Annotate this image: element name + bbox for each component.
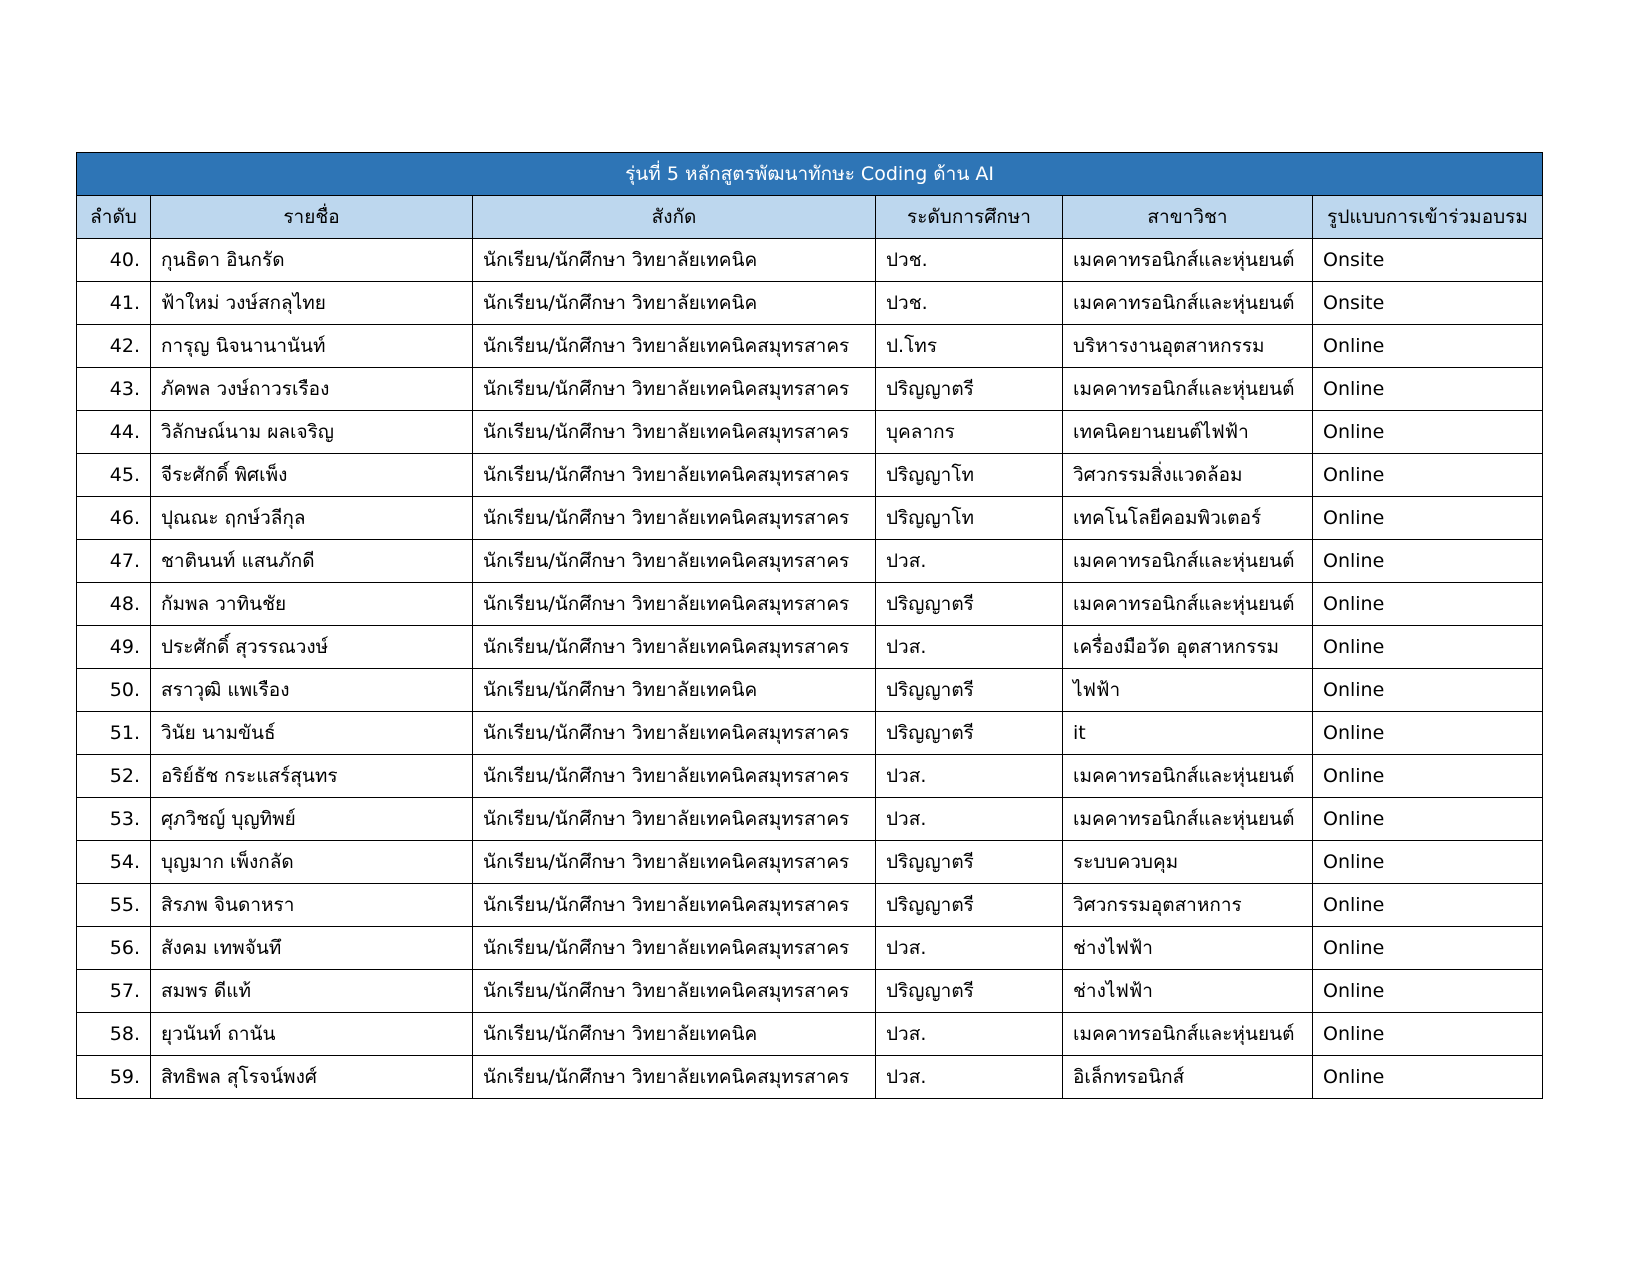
row-number: 52. bbox=[77, 755, 151, 798]
participant-name: จีระศักดิ์ พิศเพ็ง bbox=[151, 454, 473, 497]
affiliation: นักเรียน/นักศึกษา วิทยาลัยเทคนิคสมุทรสาคร bbox=[473, 970, 876, 1013]
major: เมคคาทรอนิกส์และหุ่นยนต์ bbox=[1063, 282, 1313, 325]
affiliation: นักเรียน/นักศึกษา วิทยาลัยเทคนิคสมุทรสาคร bbox=[473, 755, 876, 798]
header-number: ลำดับ bbox=[77, 196, 151, 239]
education-level: ปวส. bbox=[876, 1056, 1063, 1099]
major: อิเล็กทรอนิกส์ bbox=[1063, 1056, 1313, 1099]
education-level: ปริญญาตรี bbox=[876, 669, 1063, 712]
affiliation: นักเรียน/นักศึกษา วิทยาลัยเทคนิคสมุทรสาคร bbox=[473, 884, 876, 927]
participant-name: สังคม เทพจันทึ bbox=[151, 927, 473, 970]
participant-name: ฟ้าใหม่ วงษ์สกลุไทย bbox=[151, 282, 473, 325]
education-level: ปวส. bbox=[876, 755, 1063, 798]
row-number: 56. bbox=[77, 927, 151, 970]
table-row bbox=[77, 239, 1543, 282]
education-level: บุคลากร bbox=[876, 411, 1063, 454]
affiliation: นักเรียน/นักศึกษา วิทยาลัยเทคนิคสมุทรสาคร bbox=[473, 583, 876, 626]
major: เมคคาทรอนิกส์และหุ่นยนต์ bbox=[1063, 798, 1313, 841]
participation-mode: Online bbox=[1313, 712, 1543, 755]
participation-mode: Online bbox=[1313, 884, 1543, 927]
row-number: 46. bbox=[77, 497, 151, 540]
education-level: ปวส. bbox=[876, 540, 1063, 583]
education-level: ป.โทร bbox=[876, 325, 1063, 368]
major: เมคคาทรอนิกส์และหุ่นยนต์ bbox=[1063, 540, 1313, 583]
table-row bbox=[77, 411, 1543, 454]
table-row bbox=[77, 841, 1543, 884]
affiliation: นักเรียน/นักศึกษา วิทยาลัยเทคนิคสมุทรสาคร bbox=[473, 325, 876, 368]
participation-mode: Online bbox=[1313, 755, 1543, 798]
row-number: 43. bbox=[77, 368, 151, 411]
major: วิศวกรรมสิ่งแวดล้อม bbox=[1063, 454, 1313, 497]
participation-mode: Online bbox=[1313, 927, 1543, 970]
participation-mode: Online bbox=[1313, 368, 1543, 411]
participant-name: วิลักษณ์นาม ผลเจริญ bbox=[151, 411, 473, 454]
participant-name: สิทธิพล สุโรจน์พงศ์ bbox=[151, 1056, 473, 1099]
affiliation: นักเรียน/นักศึกษา วิทยาลัยเทคนิค bbox=[473, 282, 876, 325]
participation-mode: Online bbox=[1313, 669, 1543, 712]
row-number: 53. bbox=[77, 798, 151, 841]
participant-name: สมพร ดีแท้ bbox=[151, 970, 473, 1013]
affiliation: นักเรียน/นักศึกษา วิทยาลัยเทคนิคสมุทรสาคร bbox=[473, 368, 876, 411]
affiliation: นักเรียน/นักศึกษา วิทยาลัยเทคนิคสมุทรสาคร bbox=[473, 927, 876, 970]
row-number: 48. bbox=[77, 583, 151, 626]
major: วิศวกรรมอุตสาหการ bbox=[1063, 884, 1313, 927]
row-number: 45. bbox=[77, 454, 151, 497]
major: เทคนิคยานยนต์ไฟฟ้า bbox=[1063, 411, 1313, 454]
header-major: สาขาวิชา bbox=[1063, 196, 1313, 239]
education-level: ปริญญาตรี bbox=[876, 970, 1063, 1013]
table-row bbox=[77, 497, 1543, 540]
education-level: ปริญญาตรี bbox=[876, 712, 1063, 755]
affiliation: นักเรียน/นักศึกษา วิทยาลัยเทคนิคสมุทรสาคร bbox=[473, 411, 876, 454]
participation-mode: Online bbox=[1313, 1013, 1543, 1056]
major: เครื่องมือวัด อุตสาหกรรม bbox=[1063, 626, 1313, 669]
participation-mode: Onsite bbox=[1313, 282, 1543, 325]
table-title: รุ่นที่ 5 หลักสูตรพัฒนาทักษะ Coding ด้าน AI bbox=[77, 153, 1543, 196]
participation-mode: Online bbox=[1313, 626, 1543, 669]
major: เมคคาทรอนิกส์และหุ่นยนต์ bbox=[1063, 1013, 1313, 1056]
table-row bbox=[77, 282, 1543, 325]
participant-name: สิรภพ จินดาหรา bbox=[151, 884, 473, 927]
participation-mode: Online bbox=[1313, 325, 1543, 368]
row-number: 40. bbox=[77, 239, 151, 282]
affiliation: นักเรียน/นักศึกษา วิทยาลัยเทคนิคสมุทรสาคร bbox=[473, 626, 876, 669]
participation-mode: Online bbox=[1313, 454, 1543, 497]
education-level: ปริญญาตรี bbox=[876, 841, 1063, 884]
document-page bbox=[76, 152, 1542, 1099]
table-row bbox=[77, 626, 1543, 669]
education-level: ปริญญาตรี bbox=[876, 368, 1063, 411]
participant-name: สราวุฒิ แพเรือง bbox=[151, 669, 473, 712]
participant-name: ยุวนันท์ ถานัน bbox=[151, 1013, 473, 1056]
table-row bbox=[77, 1056, 1543, 1099]
table-row bbox=[77, 325, 1543, 368]
table-row bbox=[77, 583, 1543, 626]
participation-mode: Online bbox=[1313, 1056, 1543, 1099]
major: เมคคาทรอนิกส์และหุ่นยนต์ bbox=[1063, 583, 1313, 626]
table-row bbox=[77, 368, 1543, 411]
table-row bbox=[77, 755, 1543, 798]
participant-name: บุญมาก เพ็งกลัด bbox=[151, 841, 473, 884]
major: บริหารงานอุตสาหกรรม bbox=[1063, 325, 1313, 368]
major: เมคคาทรอนิกส์และหุ่นยนต์ bbox=[1063, 755, 1313, 798]
education-level: ปริญญาตรี bbox=[876, 583, 1063, 626]
participation-mode: Onsite bbox=[1313, 239, 1543, 282]
education-level: ปวส. bbox=[876, 1013, 1063, 1056]
table-row bbox=[77, 798, 1543, 841]
table-row bbox=[77, 454, 1543, 497]
row-number: 55. bbox=[77, 884, 151, 927]
table-row bbox=[77, 712, 1543, 755]
participant-name: กุนธิดา อินกรัด bbox=[151, 239, 473, 282]
education-level: ปวส. bbox=[876, 798, 1063, 841]
education-level: ปริญญาโท bbox=[876, 497, 1063, 540]
row-number: 58. bbox=[77, 1013, 151, 1056]
header-affiliation: สังกัด bbox=[473, 196, 876, 239]
table-row bbox=[77, 884, 1543, 927]
header-participation-mode: รูปแบบการเข้าร่วมอบรม bbox=[1313, 196, 1543, 239]
major: ระบบควบคุม bbox=[1063, 841, 1313, 884]
participant-name: ชาตินนท์ แสนภักดี bbox=[151, 540, 473, 583]
participation-mode: Online bbox=[1313, 540, 1543, 583]
education-level: ปริญญาโท bbox=[876, 454, 1063, 497]
participant-name: ปุณณะ ฤกษ์วลีกุล bbox=[151, 497, 473, 540]
header-name: รายชื่อ bbox=[151, 196, 473, 239]
affiliation: นักเรียน/นักศึกษา วิทยาลัยเทคนิคสมุทรสาคร bbox=[473, 841, 876, 884]
participant-table bbox=[76, 152, 1543, 1099]
participant-name: อริย์ธัช กระแสร์สุนทร bbox=[151, 755, 473, 798]
participant-name: ศุภวิชญ์ บุญทิพย์ bbox=[151, 798, 473, 841]
row-number: 41. bbox=[77, 282, 151, 325]
row-number: 42. bbox=[77, 325, 151, 368]
affiliation: นักเรียน/นักศึกษา วิทยาลัยเทคนิค bbox=[473, 239, 876, 282]
affiliation: นักเรียน/นักศึกษา วิทยาลัยเทคนิคสมุทรสาคร bbox=[473, 454, 876, 497]
row-number: 50. bbox=[77, 669, 151, 712]
education-level: ปวส. bbox=[876, 927, 1063, 970]
participant-name: กัมพล วาทินชัย bbox=[151, 583, 473, 626]
education-level: ปวส. bbox=[876, 626, 1063, 669]
participant-name: วินัย นามขันธ์ bbox=[151, 712, 473, 755]
major: เมคคาทรอนิกส์และหุ่นยนต์ bbox=[1063, 239, 1313, 282]
row-number: 59. bbox=[77, 1056, 151, 1099]
affiliation: นักเรียน/นักศึกษา วิทยาลัยเทคนิคสมุทรสาคร bbox=[473, 798, 876, 841]
affiliation: นักเรียน/นักศึกษา วิทยาลัยเทคนิค bbox=[473, 1013, 876, 1056]
participation-mode: Online bbox=[1313, 970, 1543, 1013]
table-row bbox=[77, 540, 1543, 583]
participant-name: ประศักดิ์ สุวรรณวงษ์ bbox=[151, 626, 473, 669]
participant-name: ภัคพล วงษ์ถาวรเรือง bbox=[151, 368, 473, 411]
row-number: 54. bbox=[77, 841, 151, 884]
major: ช่างไฟฟ้า bbox=[1063, 927, 1313, 970]
row-number: 57. bbox=[77, 970, 151, 1013]
table-body bbox=[77, 239, 1543, 1099]
education-level: ปวช. bbox=[876, 282, 1063, 325]
education-level: ปวช. bbox=[876, 239, 1063, 282]
row-number: 49. bbox=[77, 626, 151, 669]
affiliation: นักเรียน/นักศึกษา วิทยาลัยเทคนิคสมุทรสาคร bbox=[473, 712, 876, 755]
affiliation: นักเรียน/นักศึกษา วิทยาลัยเทคนิคสมุทรสาคร bbox=[473, 497, 876, 540]
affiliation: นักเรียน/นักศึกษา วิทยาลัยเทคนิค bbox=[473, 669, 876, 712]
row-number: 47. bbox=[77, 540, 151, 583]
table-title-row bbox=[77, 153, 1543, 196]
participation-mode: Online bbox=[1313, 841, 1543, 884]
table-row bbox=[77, 669, 1543, 712]
major: เมคคาทรอนิกส์และหุ่นยนต์ bbox=[1063, 368, 1313, 411]
affiliation: นักเรียน/นักศึกษา วิทยาลัยเทคนิคสมุทรสาคร bbox=[473, 1056, 876, 1099]
table-header-row bbox=[77, 196, 1543, 239]
education-level: ปริญญาตรี bbox=[876, 884, 1063, 927]
participation-mode: Online bbox=[1313, 411, 1543, 454]
participation-mode: Online bbox=[1313, 497, 1543, 540]
major: เทคโนโลยีคอมพิวเตอร์ bbox=[1063, 497, 1313, 540]
table-row bbox=[77, 1013, 1543, 1056]
affiliation: นักเรียน/นักศึกษา วิทยาลัยเทคนิคสมุทรสาคร bbox=[473, 540, 876, 583]
row-number: 44. bbox=[77, 411, 151, 454]
major: it bbox=[1063, 712, 1313, 755]
participant-name: การุญ นิจนานานันท์ bbox=[151, 325, 473, 368]
row-number: 51. bbox=[77, 712, 151, 755]
header-education-level: ระดับการศึกษา bbox=[876, 196, 1063, 239]
major: ไฟฟ้า bbox=[1063, 669, 1313, 712]
participation-mode: Online bbox=[1313, 798, 1543, 841]
table-row bbox=[77, 927, 1543, 970]
table-row bbox=[77, 970, 1543, 1013]
major: ช่างไฟฟ้า bbox=[1063, 970, 1313, 1013]
participation-mode: Online bbox=[1313, 583, 1543, 626]
